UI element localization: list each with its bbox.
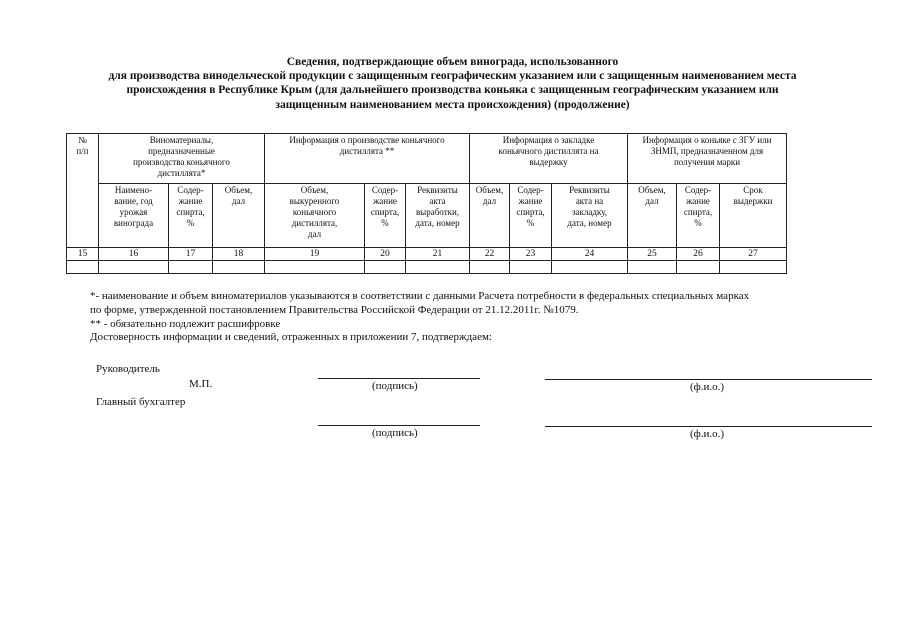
header-text-line: Виноматериалы, — [149, 135, 214, 145]
manager-signature-caption: (подпись) — [372, 380, 418, 392]
sub-header-cell — [552, 184, 628, 248]
header-text-line: коньячного — [292, 207, 337, 217]
header-distillate-aging — [470, 134, 628, 184]
header-text-line: предназначенные — [148, 146, 215, 156]
empty-cell — [265, 261, 365, 274]
header-text-line: урожая — [119, 207, 148, 217]
header-text-line: дал — [231, 196, 246, 206]
column-number-cell: 23 — [510, 248, 552, 261]
header-text-line: спирта, — [370, 207, 400, 217]
sub-header-cell — [213, 184, 265, 248]
column-number-cell: 15 — [67, 248, 99, 261]
empty-cell — [406, 261, 470, 274]
empty-cell — [552, 261, 628, 274]
footnotes — [90, 290, 880, 345]
header-text-line: Наимено- — [114, 185, 153, 195]
confirmation-text: Достоверность информации и сведений, отраженных в приложении 7, подтверждаем: — [90, 331, 492, 344]
column-number-cell: 27 — [720, 248, 787, 261]
empty-cell — [628, 261, 677, 274]
title-line-4: защищенным наименованием места происхождения) (продолжение) — [275, 98, 630, 111]
column-number-cell: 21 — [406, 248, 470, 261]
header-text-line: ЗНМП, предназначенном для — [650, 146, 764, 156]
manager-name-caption: (ф.и.о.) — [690, 381, 725, 393]
column-number-cell: 24 — [552, 248, 628, 261]
header-text-line: выработки, — [415, 207, 460, 217]
empty-cell — [510, 261, 552, 274]
header-distillate-production — [265, 134, 470, 184]
sub-header-cell — [265, 184, 365, 248]
header-text-line: Объем, — [224, 185, 253, 195]
document-title — [60, 55, 845, 112]
manager-signature-line — [318, 378, 480, 379]
column-number-cell: 22 — [470, 248, 510, 261]
column-number-cell: 17 — [169, 248, 213, 261]
header-text-line: Информация о закладке — [502, 135, 595, 145]
header-text-line: жание — [373, 196, 397, 206]
accountant-signature-caption: (подпись) — [372, 427, 418, 439]
header-text-line: Реквизиты — [417, 185, 458, 195]
header-text-line: дистиллята* — [157, 168, 206, 178]
header-text-line: дата, номер — [567, 218, 612, 228]
header-text-line: винограда — [113, 218, 154, 228]
empty-cell — [213, 261, 265, 274]
column-number-cell: 25 — [628, 248, 677, 261]
header-text-line: Содер- — [371, 185, 399, 195]
empty-data-row — [67, 261, 787, 274]
header-text-line: Реквизиты — [569, 185, 610, 195]
sub-header-cell — [169, 184, 213, 248]
group-header-row — [67, 134, 787, 184]
header-text-line: Содер- — [177, 185, 204, 195]
column-number-row — [67, 248, 787, 261]
sub-header-cell — [677, 184, 720, 248]
title-line-3: происхождения в Республике Крым (для дальнейшего производства коньяка с защищенным географическим указанием или — [126, 84, 779, 97]
header-wine-materials — [99, 134, 265, 184]
sub-header-cell — [720, 184, 787, 248]
empty-cell — [67, 261, 99, 274]
empty-cell — [470, 261, 510, 274]
header-text-line: дал — [645, 196, 659, 206]
header-text-line: % — [694, 218, 702, 228]
sub-header-cell — [628, 184, 677, 248]
header-text-line: дал — [482, 196, 497, 206]
empty-cell — [99, 261, 169, 274]
accountant-signature-line — [318, 425, 480, 426]
sub-header-row — [67, 184, 787, 248]
sub-header-cell — [99, 184, 169, 248]
header-text-line: коньячного дистиллята на — [498, 146, 599, 156]
header-text-line: жание — [518, 196, 543, 206]
header-text-line: Информация о коньяке с ЗГУ или — [642, 135, 772, 145]
column-number-cell: 16 — [99, 248, 169, 261]
header-text-line: дистиллята, — [291, 218, 338, 228]
header-text-line: п/п — [76, 146, 89, 156]
header-text-line: спирта, — [516, 207, 545, 217]
header-text-line: получения марки — [673, 157, 741, 167]
header-text-line: спирта, — [176, 207, 205, 217]
sub-header-cell — [510, 184, 552, 248]
column-number-cell: 18 — [213, 248, 265, 261]
column-number-cell: 19 — [265, 248, 365, 261]
sub-header-cell — [365, 184, 406, 248]
header-text-line: жание — [178, 196, 203, 206]
header-text-line: выдержки — [733, 196, 773, 206]
header-text-line: выдержку — [529, 157, 568, 167]
manager-name-line — [545, 379, 872, 380]
accountant-name-caption: (ф.и.о.) — [690, 428, 725, 440]
header-text-line: Объем, — [638, 185, 666, 195]
header-text-line: дистиллята ** — [339, 146, 395, 156]
header-text-line: спирта, — [683, 207, 713, 217]
sub-header-cell — [470, 184, 510, 248]
header-text-line: дата, номер — [415, 218, 460, 228]
footnote-1-line-1: *- наименование и объем виноматериалов указываются в соответствии с данными Расчета потребности в федеральных специальных марках — [90, 290, 750, 302]
footnote-1-line-2: по форме, утвержденной постановлением Правительства Российской Федерации от 21.12.2011г. №1079. — [90, 303, 579, 316]
header-text-line: акта — [429, 196, 446, 206]
sub-header-cell — [406, 184, 470, 248]
chief-accountant-label: Главный бухгалтер — [96, 396, 186, 408]
empty-cell — [365, 261, 406, 274]
manager-label: Руководитель — [96, 363, 160, 375]
header-text-line: % — [526, 218, 535, 228]
header-text-line: % — [381, 218, 389, 228]
header-text-line: выкуренного — [289, 196, 340, 206]
header-text-line: Объем, — [475, 185, 504, 195]
header-text-line: % — [186, 218, 195, 228]
data-table — [66, 133, 787, 274]
title-line-2: для производства винодельческой продукции с защищенным географическим указанием или с защищенным наименованием места — [108, 70, 797, 83]
header-text-line: вание, год — [114, 196, 153, 206]
empty-cell — [169, 261, 213, 274]
header-text-line: Содер- — [517, 185, 544, 195]
footnote-2: ** - обязательно подлежит расшифровке — [90, 317, 281, 330]
header-text-line: Объем, — [300, 185, 329, 195]
empty-cell — [677, 261, 720, 274]
column-number-cell: 20 — [365, 248, 406, 261]
header-text-line: Содер- — [684, 185, 712, 195]
header-text-line: жание — [686, 196, 710, 206]
empty-cell — [720, 261, 787, 274]
header-text-line: Срок — [743, 185, 763, 195]
header-text-line: № — [78, 135, 87, 145]
header-row-number — [67, 134, 99, 248]
title-line-1: Сведения, подтверждающие объем винограда, использованного — [286, 56, 619, 68]
header-text-line: Информация о производстве коньячного — [289, 135, 445, 145]
header-cognac-info — [628, 134, 787, 184]
header-text-line: акта на — [575, 196, 604, 206]
header-text-line: закладку, — [571, 207, 608, 217]
accountant-name-line — [545, 426, 872, 427]
header-text-line: дал — [307, 229, 322, 239]
column-number-cell: 26 — [677, 248, 720, 261]
stamp-label: М.П. — [189, 378, 213, 390]
header-text-line: производства коньячного — [133, 157, 230, 167]
